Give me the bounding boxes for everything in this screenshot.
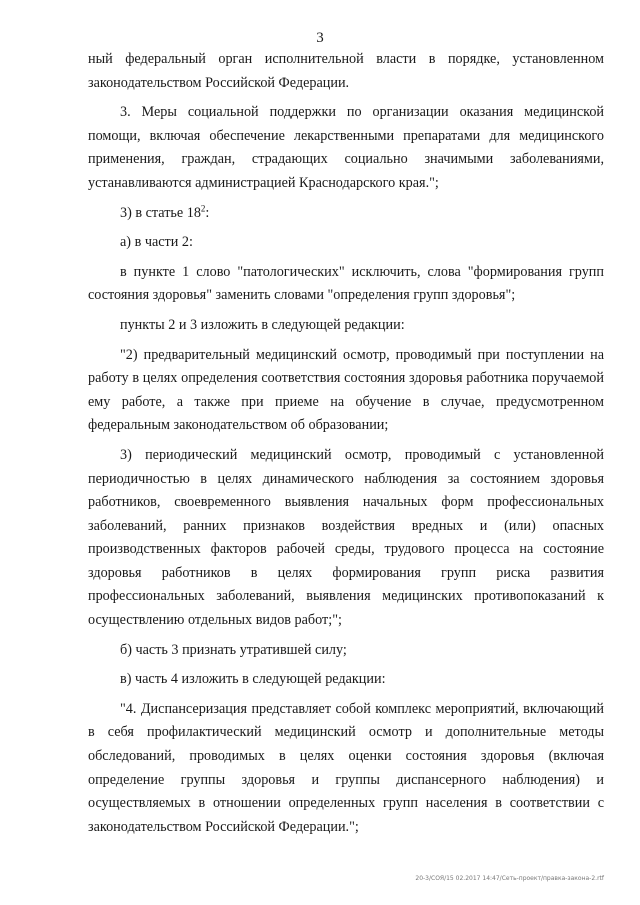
footer-file-stamp: 20-3/СОЯ/15 02.2017 14:47/Сеть-проект/правка-закона-2.rtf bbox=[415, 875, 604, 882]
paragraph-article-18 bbox=[88, 202, 604, 226]
document-body bbox=[88, 48, 604, 845]
article-superscript: 2 bbox=[200, 202, 206, 213]
paragraph-periodic-exam: 3) периодический медицинский осмотр, проводимый с установленной периодичностью в целях динамического наблюдения за состоянием здоровья работников, своевременного выявления начальных форм профессиональных заболеваний, ранних признаков воздействия вредных и (или) опасных производственных факторов рабочей среды, трудового процесса на состояние здоровья работников в целях формирования групп риска развития профессиональных заболеваний, выявления медицинских противопоказаний к осуществлению отдельных видов работ;"; bbox=[88, 446, 604, 629]
page-number: 3 bbox=[316, 30, 324, 46]
article-ref-text: 3) в статье 18 bbox=[120, 204, 201, 221]
paragraph-part-4: в) часть 4 изложить в следующей редакции: bbox=[120, 671, 386, 688]
article-suffix: : bbox=[205, 204, 210, 221]
paragraph-part-3: б) часть 3 признать утратившей силу; bbox=[120, 641, 347, 658]
paragraph-preliminary-exam: "2) предварительный медицинский осмотр, проводимый при поступлении на работу в целях определения соответствия состояния здоровья работника поручаемой ему работе, а также при приеме на обучение в случае, предусмотренном федеральным законодательством об образовании; bbox=[88, 346, 604, 434]
paragraph-social-support: 3. Меры социальной поддержки по организации оказания медицинской помощи, включая обеспечение лекарственными препаратами для медицинского применения, граждан, страдающих социально значимыми заболеваниями, устанавливаются администрацией Краснодарского края."; bbox=[88, 104, 604, 191]
paragraph-points-2-3: пункты 2 и 3 изложить в следующей редакции: bbox=[120, 316, 405, 333]
paragraph-point-1: в пункте 1 слово "патологических" исключить, слова "формирования групп состояния здоровья" заменить словами "определения групп здоровья"; bbox=[88, 263, 604, 304]
paragraph-part-2: а) в части 2: bbox=[120, 234, 193, 251]
paragraph-dispensarization: "4. Диспансеризация представляет собой комплекс мероприятий, включающий в себя профилактический медицинский осмотр и дополнительные методы обследований, проводимых в целях оценки состояния здоровья (включая определение группы здоровья и группы диспансерного наблюдения) и осуществляемых в отношении определенных групп населения в соответствии с законодательством Российской Федерации."; bbox=[88, 700, 604, 835]
paragraph-continuation: ный федеральный орган исполнительной власти в порядке, установленном законодательством Российской Федерации. bbox=[88, 51, 604, 91]
